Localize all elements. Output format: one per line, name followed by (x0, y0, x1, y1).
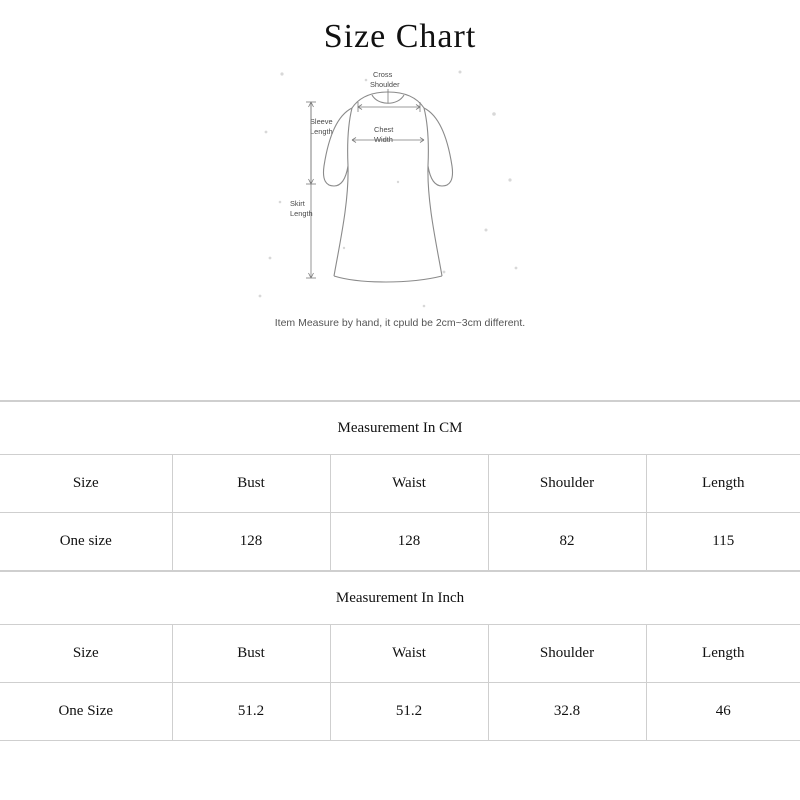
header-waist: Waist (330, 455, 488, 513)
cell-length: 46 (646, 683, 800, 741)
table-row (0, 683, 800, 741)
table-band-row (0, 572, 800, 625)
header-shoulder: Shoulder (488, 625, 646, 683)
dress-diagram (248, 62, 548, 312)
header-shoulder: Shoulder (488, 455, 646, 513)
cell-bust: 128 (172, 513, 330, 571)
cm-size-table (0, 401, 800, 571)
chest-width-measure (352, 125, 424, 144)
header-length: Length (646, 455, 800, 513)
label-cross-shoulder-line2: Shoulder (370, 80, 400, 89)
page-title: Size Chart (323, 18, 477, 55)
table-header-row (0, 625, 800, 683)
cross-shoulder-measure (358, 70, 420, 112)
cell-size: One size (0, 513, 172, 571)
label-cross-shoulder-line1: Cross (373, 70, 393, 79)
cell-length: 115 (646, 513, 800, 571)
label-skirt-length-line1: Skirt (290, 199, 305, 208)
table-row (0, 513, 800, 571)
label-sleeve-length-line2: Length (310, 127, 333, 136)
header-bust: Bust (172, 455, 330, 513)
label-chest-width-line2: Width (374, 135, 393, 144)
measure-note: Item Measure by hand, it cpuld be 2cm~3cm different. (274, 317, 526, 329)
cell-shoulder: 82 (488, 513, 646, 571)
header-waist: Waist (330, 625, 488, 683)
illustration-area (0, 62, 800, 342)
table-header-row (0, 455, 800, 513)
label-skirt-length-line2: Length (290, 209, 313, 218)
inch-size-table (0, 571, 800, 741)
header-bust: Bust (172, 625, 330, 683)
cell-waist: 51.2 (330, 683, 488, 741)
header-length: Length (646, 625, 800, 683)
dress-outline (323, 92, 452, 282)
cell-shoulder: 32.8 (488, 683, 646, 741)
cell-bust: 51.2 (172, 683, 330, 741)
size-tables (0, 400, 800, 741)
label-chest-width-line1: Chest (374, 125, 394, 134)
table-band-row (0, 402, 800, 455)
cm-band-title: Measurement In CM (0, 402, 800, 455)
inch-band-title: Measurement In Inch (0, 572, 800, 625)
speckle-group (259, 71, 518, 308)
header-size: Size (0, 455, 172, 513)
cell-size: One Size (0, 683, 172, 741)
label-sleeve-length-line1: Sleeve (310, 117, 333, 126)
header-size: Size (0, 625, 172, 683)
cell-waist: 128 (330, 513, 488, 571)
